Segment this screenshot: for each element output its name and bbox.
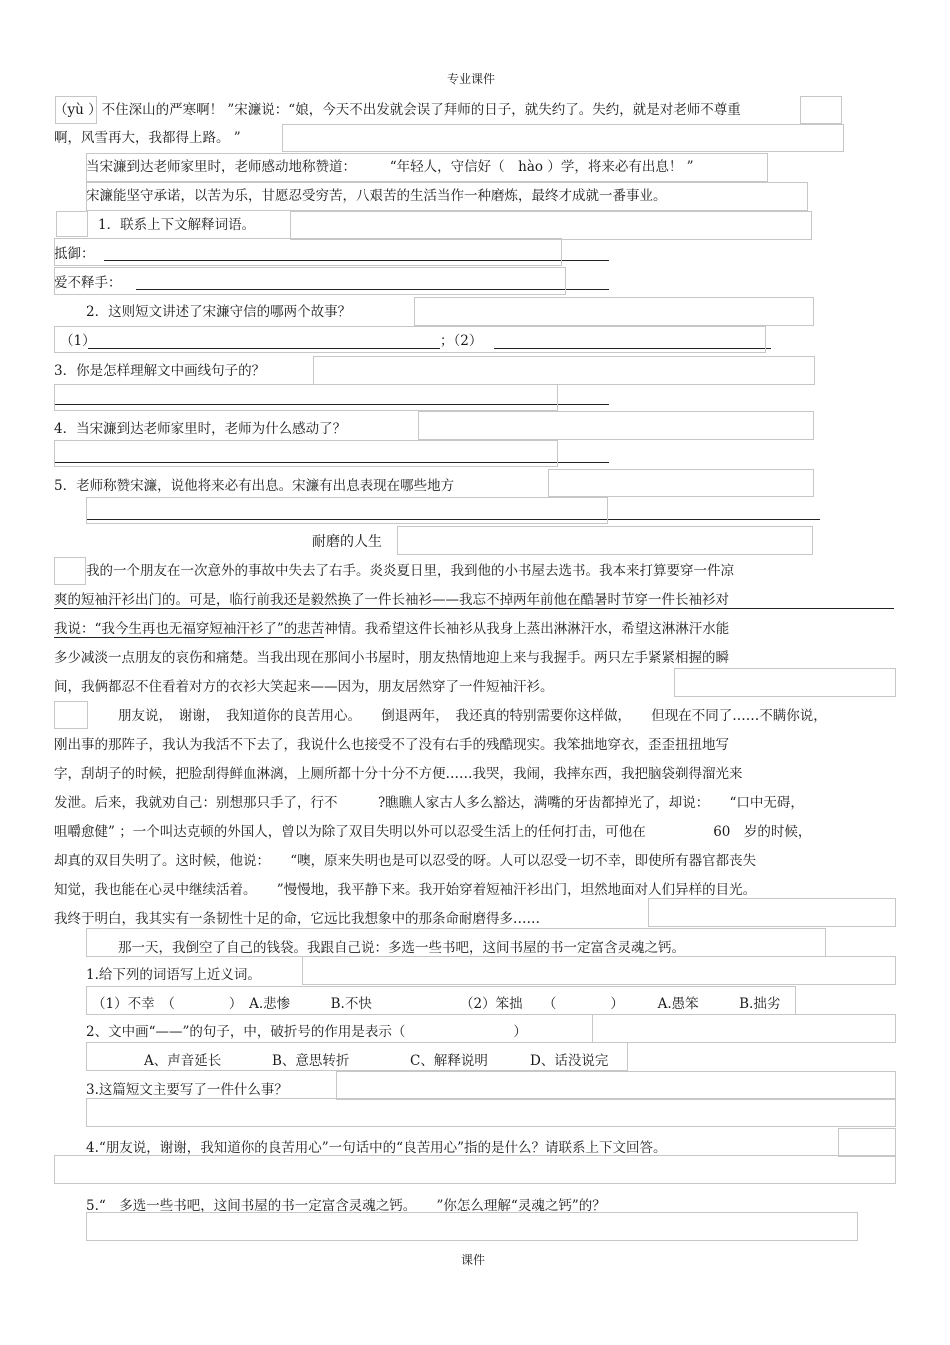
text-box-frame xyxy=(414,297,814,326)
text-box-frame xyxy=(86,497,608,524)
passage1-line-4: 宋濂能坚守承诺，以苦为乐，甘愿忍受穷苦，八艰苦的生活当作一种磨炼，最终才成就一番事业。 xyxy=(86,188,667,204)
q2-answer-2-label: ；（2） xyxy=(440,333,483,349)
passage1-line-3: 当宋濂到达老师家里时，老师感动地称赞道： “年轻人，守信好（ hào ）学，将来必有出息！ ” xyxy=(86,159,694,175)
text-box-frame xyxy=(282,124,844,152)
text-box-frame xyxy=(86,986,796,1015)
passage2-line-5: 间，我俩都忍不住看着对方的衣衫大笑起来——因为，朋友居然穿了一件短袖汗衫。 xyxy=(54,679,554,695)
q1-word-2: 爱不释手： xyxy=(54,275,122,291)
text-box-frame xyxy=(336,1071,896,1100)
q2-answer-1-label: （1） xyxy=(60,333,96,349)
passage2-line-8: 字，刮胡子的时候，把脸刮得鲜血淋漓，上厕所都十分十分不方便……我哭，我闹，我摔东西，我把脑袋剃得溜光来 xyxy=(54,766,743,782)
text-box-frame xyxy=(54,267,566,295)
text-box-frame xyxy=(86,928,826,957)
passage2-line-2: 爽的短袖汗衫出门的。可是，临行前我还是毅然换了一件长袖衫——我忘不掉两年前他在酷暑时节穿一件长袖衫对 xyxy=(54,592,729,608)
passage2-line-4: 多少减淡一点朋友的哀伤和痛楚。当我出现在那间小书屋时，朋友热情地迎上来与我握手。两只左手紧紧相握的瞬 xyxy=(54,650,729,666)
text-box-frame xyxy=(86,182,808,211)
text-box-frame xyxy=(290,211,812,240)
passage2-line-1: 我的一个朋友在一次意外的事故中失去了右手。炎炎夏日里，我到他的小书屋去选书。我本来打算要穿一件凉 xyxy=(86,563,734,579)
q2-1-text: 1.给下列的词语写上近义词。 xyxy=(86,967,261,983)
text-box-frame xyxy=(800,96,842,124)
q2-2-option-a[interactable]: A、声音延长 xyxy=(144,1053,222,1069)
q2-1-item-2: （2）笨拙 （ ） A.愚笨 B.拙劣 xyxy=(460,996,781,1012)
text-box-frame xyxy=(54,440,558,467)
q5-text: 5．老师称赞宋濂，说他将来必有出息。宋濂有出息表现在哪些地方 xyxy=(54,478,455,494)
passage2-line-7: 刚出事的那阵子，我认为我活不下去了，我说什么也接受不了没有右手的残酷现实。我笨拙地穿衣，歪歪扭扭地写 xyxy=(54,737,729,753)
underline-mark xyxy=(54,608,894,609)
q2-1-item-1: （1）不幸 （ ） A.悲惨 B.不快 xyxy=(92,996,372,1012)
passage2-title: 耐磨的人生 xyxy=(312,534,382,550)
passage2-line-12: 知觉，我也能在心灵中继续活着。 ”慢慢地，我平静下来。我开始穿着短袖汗衫出门，坦然地面对人们异样的目光。 xyxy=(54,882,757,898)
passage2-line-9: 发泄。后来，我就劝自己：别想那只手了，行不 ?瞧瞧人家古人多么豁达，满嘴的牙齿都掉光了，却说： “口中无碍， xyxy=(54,795,804,811)
q2-3-text: 3.这篇短文主要写了一件什么事？ xyxy=(86,1082,288,1098)
q2-2-option-d[interactable]: D、话没说完 xyxy=(530,1053,609,1069)
text-box-frame xyxy=(302,956,896,985)
q2-text: 2．这则短文讲述了宋濂守信的哪两个故事？ xyxy=(86,304,352,320)
page-footer: 课件 xyxy=(461,1253,486,1267)
text-box-frame xyxy=(548,469,814,497)
text-box-frame xyxy=(86,153,768,182)
passage2-line-10: 咀嚼愈健” ；一个叫达克顿的外国人，曾以为除了双目失明以外可以忍受生活上的任何打击，可他在 60 岁的时候， xyxy=(54,824,812,840)
text-box-frame xyxy=(397,526,813,555)
text-box-frame xyxy=(592,1014,896,1043)
text-box-frame xyxy=(418,411,814,440)
text-box-frame xyxy=(86,1042,628,1071)
text-box-frame xyxy=(55,96,97,124)
q2-5-text: 5.“ 多选一些书吧，这间书屋的书一定富含灵魂之钙。 ”你怎么理解“灵魂之钙”的？ xyxy=(86,1198,606,1214)
q2-2-option-b[interactable]: B、意思转折 xyxy=(272,1053,350,1069)
text-box-frame xyxy=(54,326,766,353)
q2-5-answer-area[interactable] xyxy=(86,1212,858,1241)
passage2-line-3: 我说：“我今生再也无福穿短袖汗衫了”的悲苦神情。我希望这件长袖衫从我身上蒸出淋淋汗水，希望这淋淋汗水能 xyxy=(54,621,730,637)
q2-4-text: 4.“朋友说，谢谢，我知道你的良苦用心”一句话中的“良苦用心”指的是什么？请联系上下文回答。 xyxy=(86,1140,667,1156)
q2-4-answer-area[interactable] xyxy=(54,1155,896,1184)
q3-text: 3．你是怎样理解文中画线句子的？ xyxy=(54,363,266,379)
q1-text: 1．联系上下文解释词语。 xyxy=(98,217,256,233)
q4-text: 4．当宋濂到达老师家里时，老师为什么感动了？ xyxy=(54,421,347,437)
q2-2-option-c[interactable]: C、解释说明 xyxy=(410,1053,488,1069)
page-header: 专业课件 xyxy=(447,72,496,86)
text-box-frame xyxy=(54,557,86,585)
passage2-line-11: 却真的双目失明了。这时候，他说： “噢，原来失明也是可以忍受的呀。人可以忍受一切不幸，即使所有器官都丧失 xyxy=(54,853,757,869)
text-box-frame xyxy=(838,1128,896,1157)
text-box-frame xyxy=(56,211,88,237)
passage1-line-1: （yù ）不住深山的严寒啊！ ”宋濂说：“娘，今天不出发就会误了拜师的日子，就失约了。失约，就是对老师不尊重 xyxy=(54,102,741,118)
text-box-frame xyxy=(313,356,815,385)
text-box-frame xyxy=(54,701,88,729)
passage2-line-13: 我终于明白，我其实有一条韧性十足的命，它远比我想象中的那条命耐磨得多…… xyxy=(54,911,540,927)
text-box-frame xyxy=(54,384,558,411)
text-box-frame xyxy=(54,238,562,266)
q2-3-answer-area[interactable] xyxy=(86,1098,896,1127)
underline-mark xyxy=(54,637,324,638)
passage2-line-6: 朋友说， 谢谢， 我知道你的良苦用心。 倒退两年， 我还真的特别需要你这样做， 但现在不同了……不瞒你说， xyxy=(118,708,827,724)
text-box-frame xyxy=(648,898,896,927)
q1-word-1: 抵御： xyxy=(54,246,95,262)
q2-2-text: 2、文中画“——”的句子，中，破折号的作用是表示（ ） xyxy=(86,1024,527,1040)
passage2-line-14: 那一天，我倒空了自己的钱袋。我跟自己说：多选一些书吧，这间书屋的书一定富含灵魂之钙。 xyxy=(118,940,685,956)
passage1-line-2: 啊，风雪再大，我都得上路。 ” xyxy=(54,130,241,146)
text-box-frame xyxy=(674,668,896,697)
